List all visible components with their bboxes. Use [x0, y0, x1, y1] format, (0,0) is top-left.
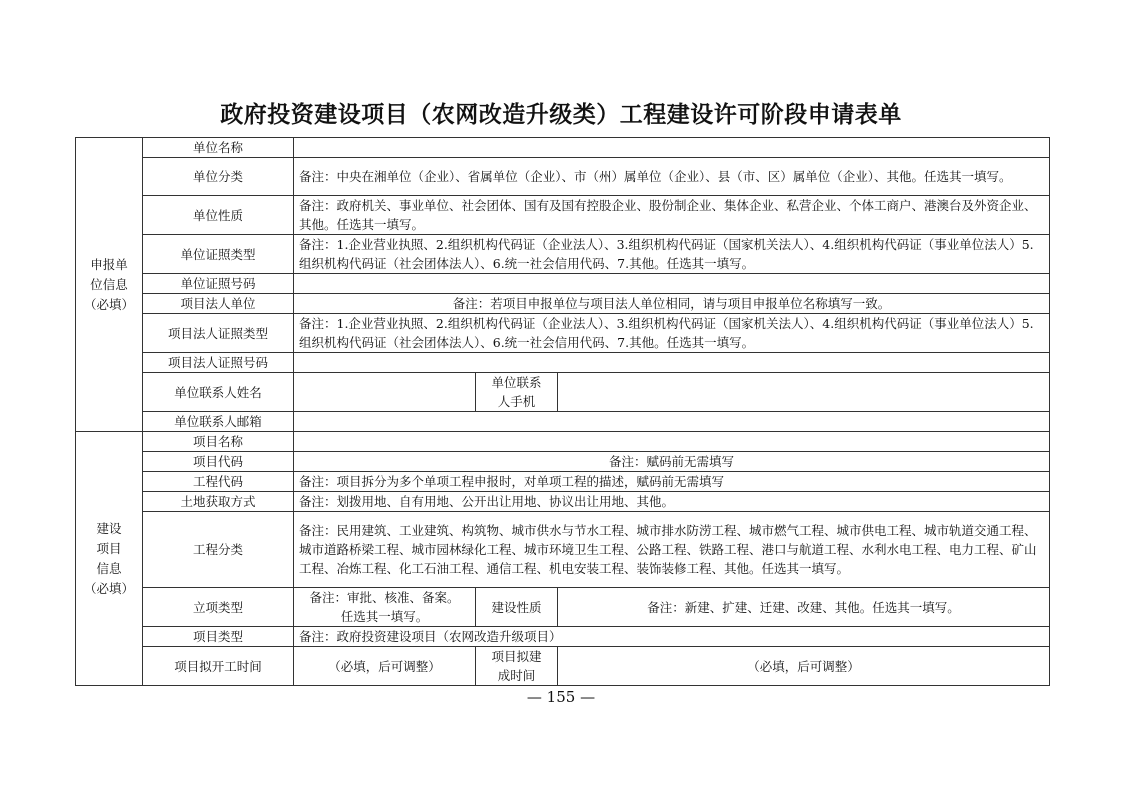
- row-legal-cert-type: [76, 314, 1050, 353]
- row-unit-nature: [76, 196, 1050, 235]
- project-name-field[interactable]: [294, 432, 1050, 452]
- project-code-field[interactable]: 备注：赋码前无需填写: [294, 452, 1050, 472]
- row-approval-type: [76, 588, 1050, 627]
- planned-start-field[interactable]: （必填，后可调整）: [294, 647, 476, 686]
- row-unit-category: [76, 158, 1050, 196]
- legal-unit-label: 项目法人单位: [143, 294, 294, 314]
- engineering-class-field[interactable]: 备注：民用建筑、工业建筑、构筑物、城市供水与节水工程、城市排水防涝工程、城市燃气工程、城市供电工程、城市轨道交通工程、城市道路桥梁工程、城市园林绿化工程、城市环境卫生工程、公路工程、铁路工程、港口与航道工程、水利水电工程、电力工程、矿山工程、冶炼工程、化工石油工程、通信工程、机电安装工程、装饰装修工程、其他。任选其一填写。: [294, 512, 1050, 588]
- unit-cert-type-field[interactable]: 备注：1.企业营业执照、2.组织机构代码证（企业法人）、3.组织机构代码证（国家机关法人）、4.组织机构代码证（事业单位法人）5.组织机构代码证（社会团体法人）、6.统一社会信用代码、7.其他。任选其一填写。: [294, 235, 1050, 274]
- unit-category-field[interactable]: 备注：中央在湘单位（企业）、省属单位（企业）、市（州）属单位（企业）、县（市、区）属单位（企业）、其他。任选其一填写。: [294, 158, 1050, 196]
- contact-email-label: 单位联系人邮箱: [143, 412, 294, 432]
- row-project-type: [76, 627, 1050, 647]
- contact-name-label: 单位联系人姓名: [143, 373, 294, 412]
- row-land-method: [76, 492, 1050, 512]
- legal-cert-type-label: 项目法人证照类型: [143, 314, 294, 353]
- contact-name-field[interactable]: [294, 373, 476, 412]
- legal-cert-no-label: 项目法人证照号码: [143, 353, 294, 373]
- construction-nature-label: 建设性质: [476, 588, 558, 627]
- unit-name-field[interactable]: [294, 138, 1050, 158]
- document-title: 政府投资建设项目（农网改造升级类）工程建设许可阶段申请表单: [220, 102, 902, 128]
- row-schedule: [76, 647, 1050, 686]
- engineering-class-label: 工程分类: [143, 512, 294, 588]
- row-unit-cert-no: [76, 274, 1050, 294]
- legal-unit-field[interactable]: 备注：若项目申报单位与项目法人单位相同，请与项目申报单位名称填写一致。: [294, 294, 1050, 314]
- project-type-field[interactable]: 备注：政府投资建设项目（农网改造升级项目）: [294, 627, 1050, 647]
- planned-completion-label: 项目拟建 成时间: [476, 647, 558, 686]
- project-code-label: 项目代码: [143, 452, 294, 472]
- engineering-code-field[interactable]: 备注：项目拆分为多个单项工程申报时，对单项工程的描述，赋码前无需填写: [294, 472, 1050, 492]
- approval-type-field[interactable]: 备注：审批、核准、备案。 任选其一填写。: [294, 588, 476, 627]
- land-method-label: 土地获取方式: [143, 492, 294, 512]
- application-form-table: [75, 137, 1050, 686]
- unit-category-label: 单位分类: [143, 158, 294, 196]
- section-applicant-info-label: 申报单 位信息 （必填）: [76, 138, 143, 432]
- unit-nature-field[interactable]: 备注：政府机关、事业单位、社会团体、国有及国有控股企业、股份制企业、集体企业、私营企业、个体工商户、港澳台及外资企业、其他。任选其一填写。: [294, 196, 1050, 235]
- planned-start-label: 项目拟开工时间: [143, 647, 294, 686]
- unit-cert-type-label: 单位证照类型: [143, 235, 294, 274]
- row-unit-name: [76, 138, 1050, 158]
- contact-email-field[interactable]: [294, 412, 1050, 432]
- row-project-name: [76, 432, 1050, 452]
- contact-mobile-label: 单位联系 人手机: [476, 373, 558, 412]
- row-engineering-code: [76, 472, 1050, 492]
- row-unit-cert-type: [76, 235, 1050, 274]
- unit-nature-label: 单位性质: [143, 196, 294, 235]
- page-number: — 155 —: [526, 688, 596, 706]
- land-method-field[interactable]: 备注：划拨用地、自有用地、公开出让用地、协议出让用地、其他。: [294, 492, 1050, 512]
- unit-cert-no-field[interactable]: [294, 274, 1050, 294]
- planned-completion-field[interactable]: （必填，后可调整）: [558, 647, 1050, 686]
- row-contact-email: [76, 412, 1050, 432]
- project-name-label: 项目名称: [143, 432, 294, 452]
- unit-name-label: 单位名称: [143, 138, 294, 158]
- row-engineering-class: [76, 512, 1050, 588]
- section-project-info-label: 建设 项目 信息 （必填）: [76, 432, 143, 686]
- unit-cert-no-label: 单位证照号码: [143, 274, 294, 294]
- project-type-label: 项目类型: [143, 627, 294, 647]
- row-project-code: [76, 452, 1050, 472]
- construction-nature-field[interactable]: 备注：新建、扩建、迁建、改建、其他。任选其一填写。: [558, 588, 1050, 627]
- legal-cert-no-field[interactable]: [294, 353, 1050, 373]
- row-legal-unit: [76, 294, 1050, 314]
- approval-type-label: 立项类型: [143, 588, 294, 627]
- engineering-code-label: 工程代码: [143, 472, 294, 492]
- row-legal-cert-no: [76, 353, 1050, 373]
- contact-mobile-field[interactable]: [558, 373, 1050, 412]
- row-contact: [76, 373, 1050, 412]
- legal-cert-type-field[interactable]: 备注：1.企业营业执照、2.组织机构代码证（企业法人）、3.组织机构代码证（国家机关法人）、4.组织机构代码证（事业单位法人）5.组织机构代码证（社会团体法人）、6.统一社会信用代码、7.其他。任选其一填写。: [294, 314, 1050, 353]
